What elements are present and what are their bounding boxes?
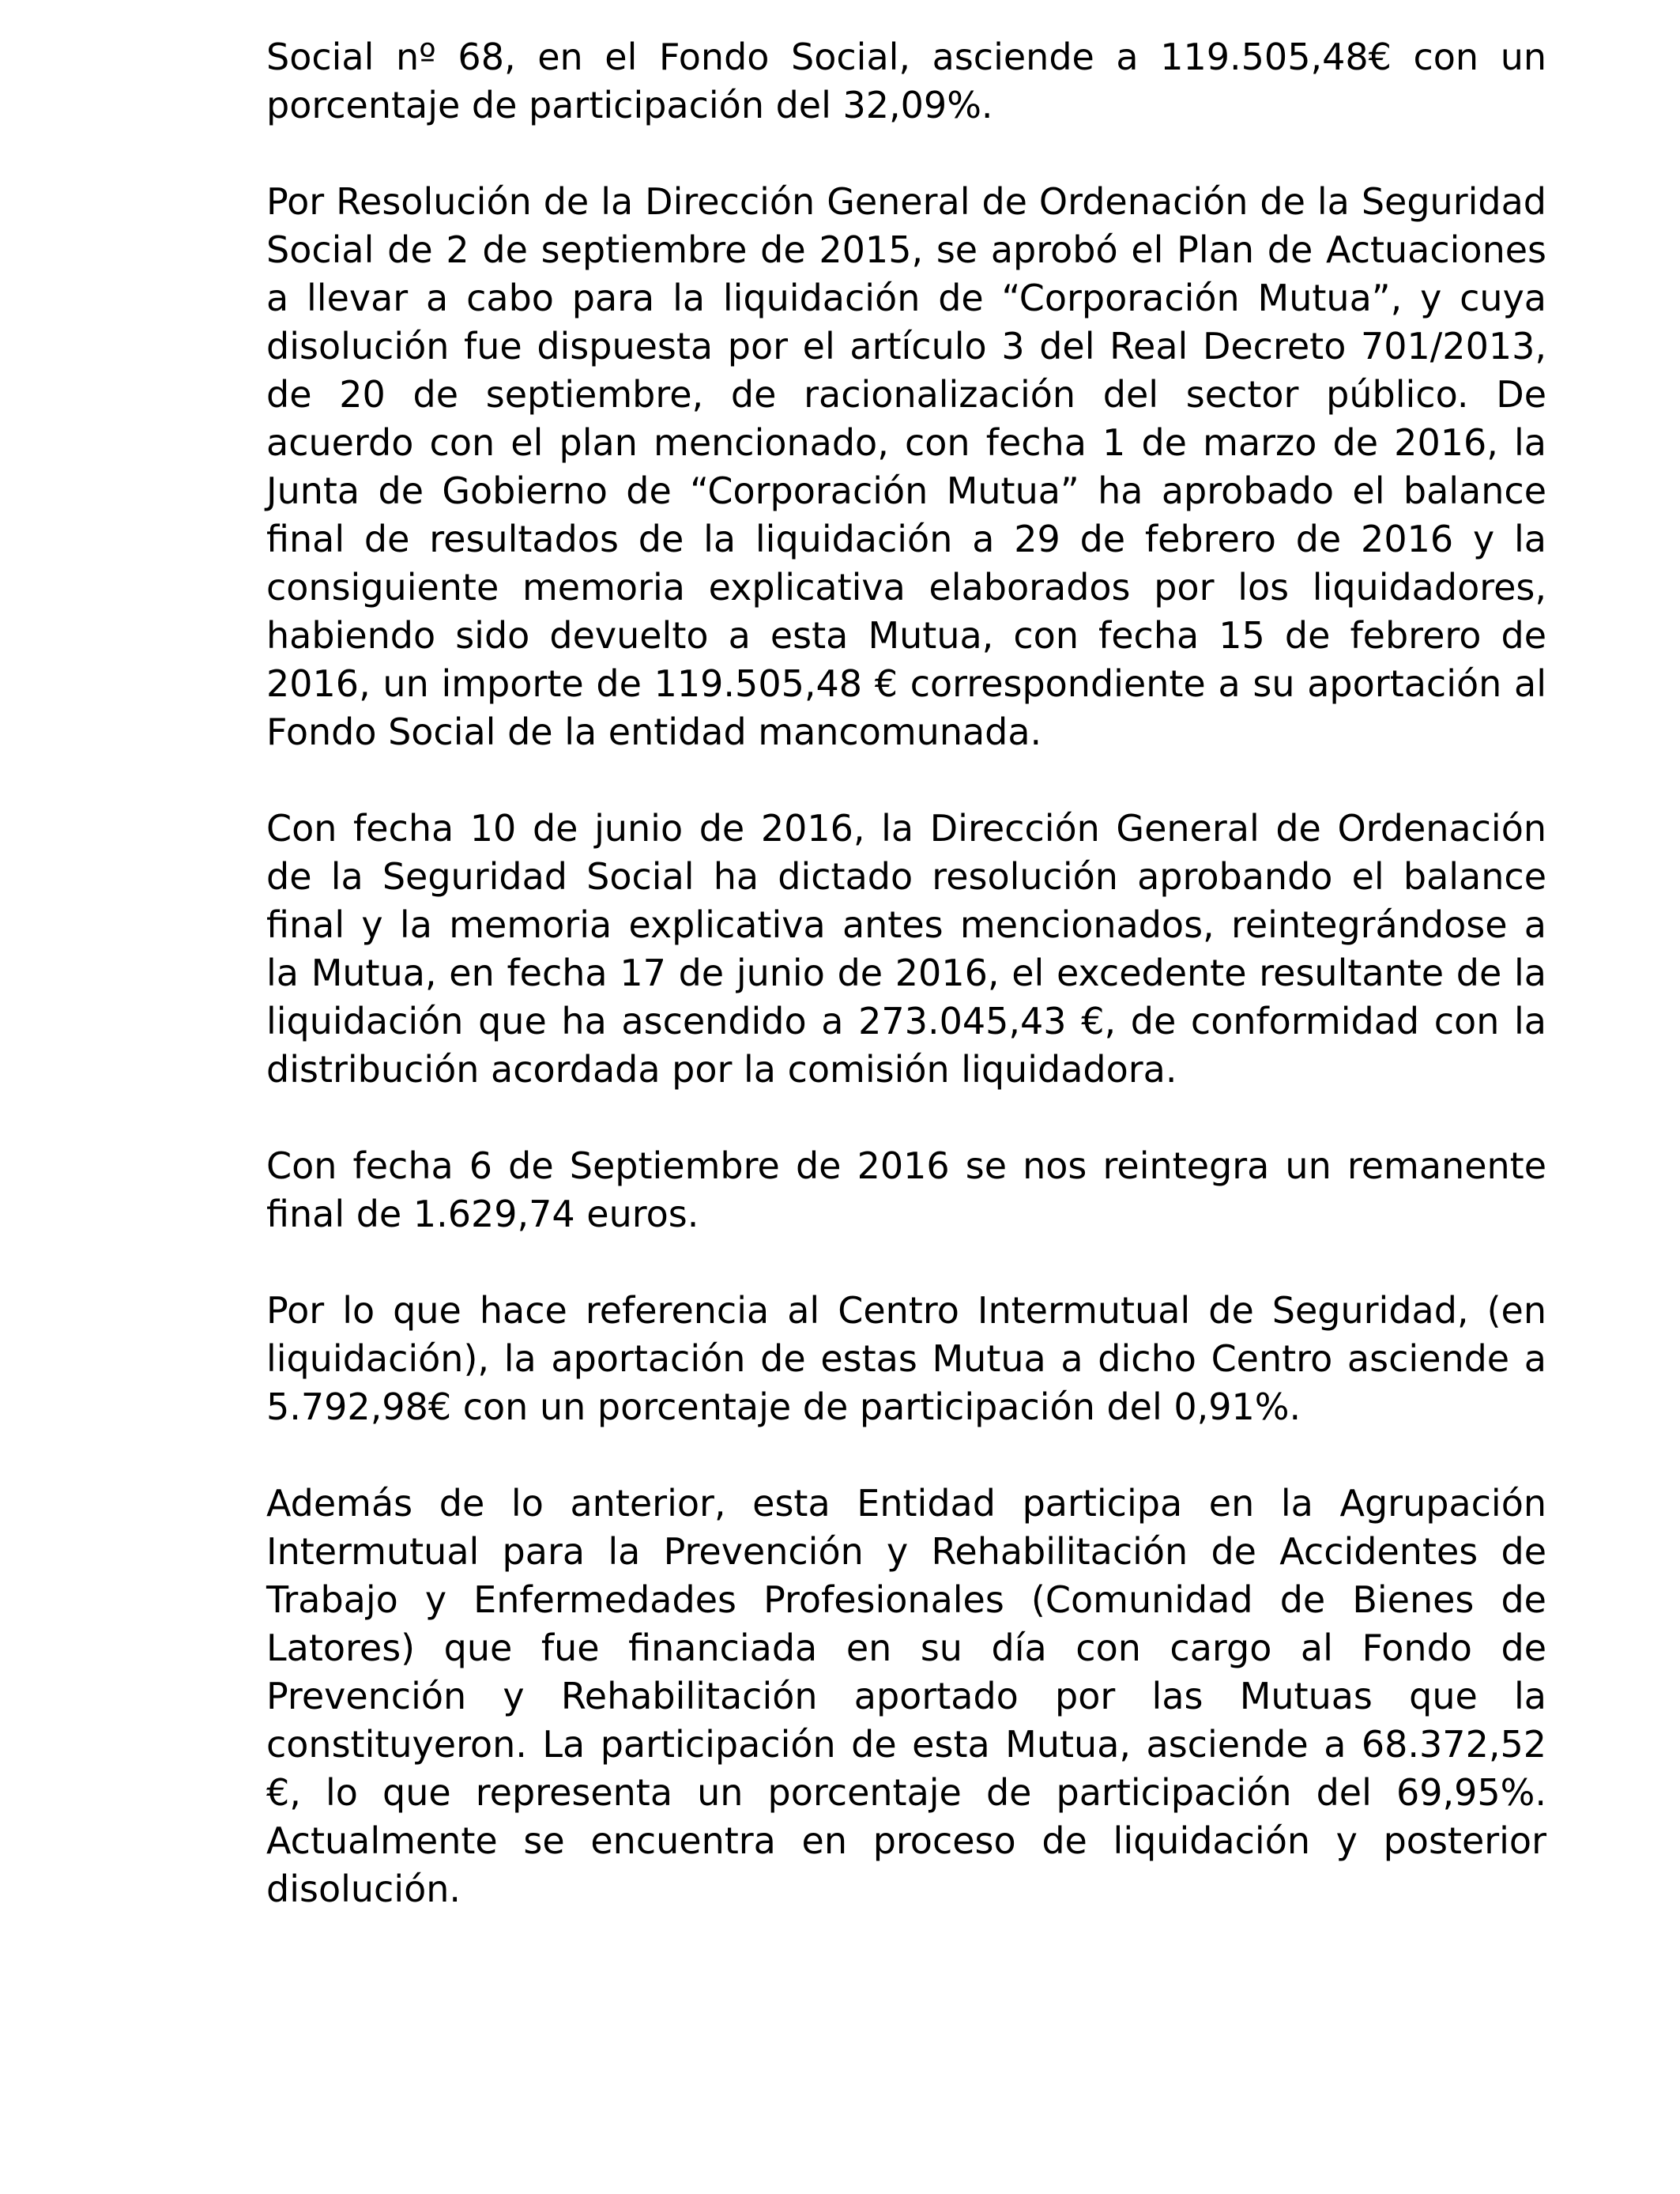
paragraph-final-balance-resolution: Con fecha 10 de junio de 2016, la Dirección General de Ordenación de la Seguridad Social ha dictado resolución aprobando el balance final y la memoria explicativa antes mencionados, reintegrándose a la Mutua, en fecha 17 de junio de 2016, el excedente resultante de la liquidación que ha ascendido a 273.045,43 €, de conformidad con la distribución acordada por la comisión liquidadora. bbox=[266, 807, 1546, 1091]
paragraph-agrupacion-intermutual: Además de lo anterior, esta Entidad participa en la Agrupación Intermutual para la Prevención y Rehabilitación de Accidentes de Trabajo y Enfermedades Profesionales (Comunidad de Bienes de Latores) que fue financiada en su día con cargo al Fondo de Prevención y Rehabilitación aportado por las Mutuas que la constituyeron. La participación de esta Mutua, asciende a 68.372,52 €, lo que representa un porcentaje de participación del 69,95%. Actualmente se encuentra en proceso de liquidación y posterior disolución. bbox=[266, 1482, 1546, 1910]
paragraph-final-remainder: Con fecha 6 de Septiembre de 2016 se nos reintegra un remanente final de 1.629,74 euros. bbox=[266, 1144, 1546, 1235]
paragraph-fondo-social: Social nº 68, en el Fondo Social, asciende a 119.505,48€ con un porcentaje de participación del 32,09%. bbox=[266, 36, 1546, 126]
paragraph-centro-intermutual: Por lo que hace referencia al Centro Intermutual de Seguridad, (en liquidación), la aportación de estas Mutua a dicho Centro asciende a 5.792,98€ con un porcentaje de participación del 0,91%. bbox=[266, 1289, 1546, 1428]
paragraph-corporacion-mutua-liquidation: Por Resolución de la Dirección General de Ordenación de la Seguridad Social de 2 de septiembre de 2015, se aprobó el Plan de Actuaciones a llevar a cabo para la liquidación de “Corporación Mutua”, y cuya disolución fue dispuesta por el artículo 3 del Real Decreto 701/2013, de 20 de septiembre, de racionalización del sector público. De acuerdo con el plan mencionado, con fecha 1 de marzo de 2016, la Junta de Gobierno de “Corporación Mutua” ha aprobado el balance final de resultados de la liquidación a 29 de febrero de 2016 y la consiguiente memoria explicativa elaborados por los liquidadores, habiendo sido devuelto a esta Mutua, con fecha 15 de febrero de 2016, un importe de 119.505,48 € correspondiente a su aportación al Fondo Social de la entidad mancomunada. bbox=[266, 180, 1546, 753]
document-body bbox=[266, 33, 1546, 1913]
